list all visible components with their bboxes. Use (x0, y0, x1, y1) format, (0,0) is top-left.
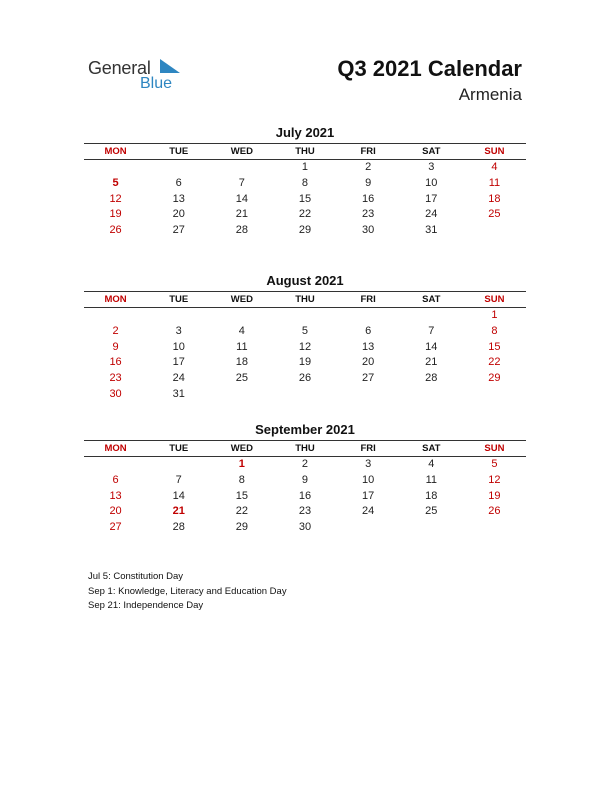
day-cell: 22 (235, 505, 248, 518)
day-cell: 21 (425, 356, 438, 369)
weekday-label: THU (295, 443, 315, 454)
holiday-day-cell: 21 (172, 505, 185, 518)
week-row (84, 192, 526, 208)
day-cell: 4 (428, 458, 435, 470)
day-cell: 4 (491, 161, 498, 173)
weekday-label: MON (104, 146, 127, 157)
day-cell: 6 (112, 473, 119, 486)
week-row (84, 387, 526, 403)
weekday-label: WED (230, 146, 253, 157)
day-cell: 18 (488, 192, 501, 205)
day-cell: 21 (235, 208, 248, 221)
day-cell: 3 (175, 324, 182, 337)
empty-day-cell (337, 308, 400, 324)
day-cell: 13 (172, 192, 185, 205)
day-cell: 22 (298, 208, 312, 221)
month-grid (84, 457, 526, 536)
weekday-header (84, 440, 526, 457)
day-cell: 26 (298, 372, 312, 385)
day-cell: 29 (235, 521, 248, 534)
day-cell: 28 (235, 224, 248, 237)
day-cell: 29 (298, 224, 312, 237)
weekday-label: MON (104, 294, 127, 305)
empty-day-cell (84, 457, 147, 473)
week-row (84, 308, 526, 324)
week-row (84, 504, 526, 520)
day-cell: 31 (172, 387, 185, 400)
week-row (84, 207, 526, 223)
day-cell: 7 (428, 324, 435, 337)
day-cell: 3 (365, 458, 372, 470)
day-cell: 19 (298, 356, 312, 369)
week-row (84, 223, 526, 239)
day-cell: 10 (172, 340, 185, 353)
week-row (84, 324, 526, 340)
day-cell: 12 (488, 473, 501, 486)
day-cell: 19 (109, 208, 122, 221)
holiday-note: Jul 5: Constitution Day (88, 571, 184, 582)
week-row (84, 520, 526, 536)
day-cell: 31 (425, 224, 438, 237)
empty-day-cell (400, 387, 463, 403)
brand-logo (88, 58, 208, 98)
logo-blue-text: Blue (140, 75, 173, 92)
day-cell: 7 (175, 473, 182, 486)
weekday-label: TUE (169, 146, 189, 157)
month-grid (84, 308, 526, 403)
weekday-header (84, 143, 526, 160)
day-cell: 8 (491, 324, 498, 337)
holiday-note: Sep 1: Knowledge, Literacy and Education Day (88, 585, 287, 597)
day-cell: 28 (172, 521, 185, 534)
day-cell: 14 (172, 489, 185, 502)
week-row (84, 371, 526, 387)
day-cell: 3 (428, 161, 435, 173)
logo-general-text: General (88, 58, 151, 78)
empty-day-cell (463, 387, 526, 403)
week-row (84, 160, 526, 176)
day-cell: 8 (301, 176, 309, 189)
day-cell: 16 (298, 489, 312, 502)
day-cell: 17 (172, 356, 185, 369)
empty-day-cell (463, 223, 526, 239)
empty-day-cell (337, 520, 400, 536)
day-cell: 11 (488, 176, 501, 189)
day-cell: 26 (488, 505, 501, 518)
holiday-notes (88, 570, 287, 614)
day-cell: 30 (298, 521, 312, 534)
day-cell: 19 (488, 489, 501, 502)
empty-day-cell (84, 160, 147, 176)
day-cell: 20 (362, 356, 375, 369)
day-cell: 18 (425, 489, 438, 502)
day-cell: 14 (425, 340, 438, 353)
week-row (84, 457, 526, 473)
day-cell: 16 (362, 192, 375, 205)
day-cell: 5 (301, 324, 309, 337)
day-cell: 30 (362, 224, 375, 237)
empty-day-cell (147, 457, 210, 473)
week-row (84, 176, 526, 192)
day-cell: 22 (488, 356, 501, 369)
weekday-label: SUN (484, 146, 505, 157)
day-cell: 2 (365, 161, 372, 173)
month-july (84, 125, 526, 239)
month-title: September 2021 (255, 422, 355, 437)
empty-day-cell (147, 308, 210, 324)
weekday-label: FRI (360, 443, 376, 454)
day-cell: 17 (425, 192, 438, 205)
week-row (84, 489, 526, 505)
weekday-label: TUE (169, 443, 189, 454)
day-cell: 12 (109, 192, 122, 205)
empty-day-cell (210, 387, 273, 403)
empty-day-cell (210, 308, 273, 324)
page-title: Q3 2021 Calendar (337, 56, 522, 81)
day-cell: 6 (175, 176, 182, 189)
day-cell: 1 (301, 161, 309, 173)
day-cell: 10 (362, 473, 375, 486)
day-cell: 28 (425, 372, 438, 385)
month-september (84, 422, 526, 536)
holiday-day-cell: 1 (238, 458, 245, 470)
month-title: August 2021 (266, 273, 344, 288)
day-cell: 23 (362, 208, 375, 221)
day-cell: 9 (365, 176, 372, 189)
weekday-label: SAT (422, 294, 441, 305)
empty-day-cell (400, 308, 463, 324)
weekday-label: SUN (484, 294, 505, 305)
day-cell: 24 (362, 505, 375, 518)
day-cell: 13 (362, 340, 375, 353)
day-cell: 2 (112, 324, 119, 337)
weekday-label: THU (295, 294, 315, 305)
month-grid (84, 160, 526, 239)
day-cell: 9 (112, 340, 119, 353)
weekday-label: WED (230, 443, 253, 454)
day-cell: 6 (365, 324, 372, 337)
day-cell: 24 (172, 372, 185, 385)
weekday-label: SAT (422, 146, 441, 157)
empty-day-cell (273, 308, 336, 324)
empty-day-cell (337, 387, 400, 403)
empty-day-cell (84, 308, 147, 324)
day-cell: 25 (488, 208, 501, 221)
holiday-day-cell: 5 (112, 176, 119, 189)
week-row (84, 355, 526, 371)
day-cell: 27 (362, 372, 375, 385)
empty-day-cell (400, 520, 463, 536)
country-name: Armenia (458, 85, 522, 104)
day-cell: 15 (298, 192, 312, 205)
day-cell: 17 (362, 489, 375, 502)
day-cell: 11 (236, 340, 248, 353)
day-cell: 16 (109, 356, 122, 369)
weekday-label: MON (104, 443, 127, 454)
day-cell: 11 (425, 473, 437, 486)
day-cell: 25 (235, 372, 248, 385)
empty-day-cell (463, 520, 526, 536)
weekday-label: WED (230, 294, 253, 305)
day-cell: 14 (235, 192, 248, 205)
month-title: July 2021 (275, 125, 335, 140)
weekday-label: FRI (360, 294, 376, 305)
day-cell: 2 (301, 458, 309, 470)
day-cell: 27 (172, 224, 185, 237)
day-cell: 9 (301, 473, 309, 486)
day-cell: 15 (488, 340, 501, 353)
holiday-note: Sep 21: Independence Day (88, 600, 204, 611)
month-august (84, 273, 526, 403)
day-cell: 27 (109, 521, 122, 534)
day-cell: 13 (109, 489, 122, 502)
day-cell: 30 (109, 387, 122, 400)
empty-day-cell (147, 160, 210, 176)
weekday-label: TUE (169, 294, 189, 305)
day-cell: 20 (109, 505, 122, 518)
day-cell: 12 (298, 340, 312, 353)
weekday-label: SUN (484, 443, 505, 454)
empty-day-cell (273, 387, 336, 403)
week-row (84, 473, 526, 489)
day-cell: 1 (491, 309, 498, 321)
day-cell: 20 (172, 208, 185, 221)
weekday-label: FRI (360, 146, 376, 157)
day-cell: 4 (238, 324, 245, 337)
day-cell: 26 (109, 224, 122, 237)
weekday-label: THU (295, 146, 315, 157)
logo-flag-icon (160, 59, 180, 73)
day-cell: 23 (298, 505, 312, 518)
week-row (84, 340, 526, 356)
day-cell: 29 (488, 372, 501, 385)
day-cell: 24 (425, 208, 438, 221)
day-cell: 18 (235, 356, 248, 369)
day-cell: 10 (425, 176, 438, 189)
empty-day-cell (210, 160, 273, 176)
day-cell: 5 (491, 458, 498, 470)
day-cell: 23 (109, 372, 122, 385)
day-cell: 7 (238, 176, 245, 189)
day-cell: 15 (235, 489, 248, 502)
weekday-header (84, 291, 526, 308)
weekday-label: SAT (422, 443, 441, 454)
day-cell: 25 (425, 505, 438, 518)
day-cell: 8 (238, 473, 245, 486)
